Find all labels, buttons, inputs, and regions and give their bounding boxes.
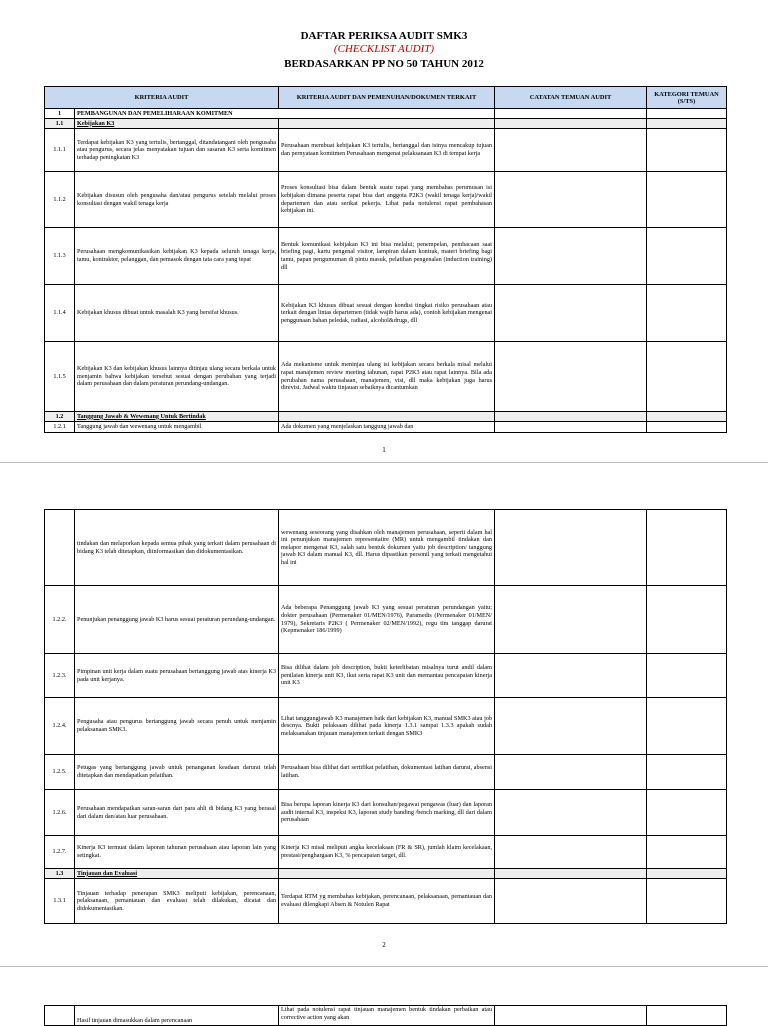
row-fulfillment: Proses konsultasi bisa dalam bentuk suatu rapat yang membahas perumusan isi kebijakan dimana peserta rapat bisa dari anggota P2K3 (wakil tenaga kerja)/wakil departemen dan atau serikat pekerja. Lihat pada notulensi rapat pembahasan kebijakan ini. — [279, 172, 495, 228]
row-fulfillment: Lihat tanggungjawab K3 manajemen baik dari kebijakan K3, manual SMK3 atau job descnya. Bukti pelaksaan dilihat pada kinerja 1.3.1 sampai 1.3.3 apakah sudah melaksanakan tinjauan manajemen terkait dengan SMK3 — [279, 698, 495, 755]
table-row — [45, 1006, 727, 1026]
row-number: 1.2.6. — [45, 790, 75, 836]
category-cell[interactable] — [647, 586, 727, 654]
table-row — [45, 790, 727, 836]
category-cell[interactable] — [647, 422, 727, 433]
subsection-number: 1.1 — [45, 119, 75, 129]
table-row — [45, 698, 727, 755]
notes-cell[interactable] — [495, 285, 647, 342]
row-number — [45, 510, 75, 586]
table-row — [45, 836, 727, 869]
category-cell[interactable] — [647, 790, 727, 836]
notes-cell[interactable] — [495, 755, 647, 790]
category-cell[interactable] — [647, 698, 727, 755]
row-number: 1.1.2 — [45, 172, 75, 228]
row-criteria: Tinjauan terhadap penerapan SMK3 meliputi kebijakan, perencanaan, pelaksanaan, pemantauan dan evaluasi telah dilakukan, dicatat dan didokumentasikan. — [75, 879, 279, 924]
category-cell[interactable] — [647, 172, 727, 228]
table-row — [45, 129, 727, 172]
table-row — [45, 422, 727, 433]
row-number: 1.1.4 — [45, 285, 75, 342]
row-fulfillment: Bentuk komunikasi kebijakan K3 ini bisa melalui; penempelan, pembacaan saat briefing pagi, kartu pengenal visitor, lampiran dalam kontrak, materi briefing bagi tamu, papan pengumuman di pintu masuk, pelatihan pengenalan (induction training) dll — [279, 228, 495, 285]
document-subtitle: (CHECKLIST AUDIT) — [333, 43, 435, 55]
row-fulfillment: Perusahaan bisa dilihat dari sertifikat pelatihan, dokumentasi latihan darurat, absensi latihan. — [279, 755, 495, 790]
row-number: 1.2.1 — [45, 422, 75, 433]
category-cell[interactable] — [647, 109, 727, 119]
audit-table-page-1 — [44, 86, 727, 433]
page-2 — [0, 462, 768, 967]
row-fulfillment: Perusahaan membuat kebijakan K3 tertulis, bertanggal dan isinya mencakup tujuan dan pernyataan komitmen Perusahaan mengenai pelaksanaan K3 di tempat kerja — [279, 129, 495, 172]
row-fulfillment: Kebijakan K3 khusus dibuat sesuai dengan kondisi tingkat risiko perusahaan atau terkait dengan lintas departemen (tidak wajib harus ada), contoh kebijakan mengenai penggunaan bahan peledak, radiasi, alcohol&drugs, dll — [279, 285, 495, 342]
notes-cell[interactable] — [495, 342, 647, 412]
notes-cell[interactable] — [495, 129, 647, 172]
table-row — [45, 654, 727, 698]
row-fulfillment: wewenang seseorang yang disahkan oleh manajemen perusahaan, seperti dalam hal ini penunjukan manajemen representatire (MR) untuk mengambil tindakan dan melapor mengenai K3, salah satu bentuk dokumen yaitu job description/ tanggung jawab K3 dalam manual K3, dll. Harus dipastikan personil yang terkait mengetahui hal ini — [279, 510, 495, 586]
row-number: 1.2.3. — [45, 654, 75, 698]
category-cell[interactable] — [647, 412, 727, 422]
notes-cell[interactable] — [495, 510, 647, 586]
notes-cell[interactable] — [495, 422, 647, 433]
notes-cell[interactable] — [495, 790, 647, 836]
row-criteria: Penunjukan penanggung jawab K3 harus sesuai peraturan perundang-undangan. — [75, 586, 279, 654]
subsection-label: Kebijakan K3 — [75, 119, 279, 129]
row-number: 1.1.5 — [45, 342, 75, 412]
header-category: KATEGORI TEMUAN (S/TS) — [647, 87, 727, 109]
subsection-label: Tinjauan dan Evaluasi — [75, 869, 279, 879]
category-cell[interactable] — [647, 879, 727, 924]
subsection-number: 1.2 — [45, 412, 75, 422]
row-criteria: Kinerja K3 termuat dalam laporan tahunan perusahaan atau laporan lain yang setingkat. — [75, 836, 279, 869]
header-fulfillment: KRITERIA AUDIT DAN PEMENUHAN/DOKUMEN TERKAIT — [279, 87, 495, 109]
row-fulfillment: Ada mekanisme untuk meninjau ulang isi kebijakan secara berkala misal melalui rapat manajemen review meeting tahunan, rapat P2K3 atau rapat lainnya. Bila ada perubahan nama perusahaan, manajemen, visi, dll maka kebijakan juga harus direvisi. Jadwal waktu tinjauan sebaiknya dicantumkan — [279, 342, 495, 412]
row-number: 1.2.5. — [45, 755, 75, 790]
category-cell[interactable] — [647, 869, 727, 879]
notes-cell[interactable] — [495, 228, 647, 285]
row-criteria: Pengusaha atau pengurus bertanggung jawab secara penuh untuk menjamin pelaksanaan SMK3. — [75, 698, 279, 755]
section-row — [45, 109, 727, 119]
notes-cell[interactable] — [495, 654, 647, 698]
table-header-row — [45, 87, 727, 109]
header-notes: CATATAN TEMUAN AUDIT — [495, 87, 647, 109]
row-fulfillment: Ada beberapa Penanggung jawab K3 yang sesuai peraturan perundangan yaitu; dokter perusahaan (Permenaker 01/MEN/1976), Paramedis (Permenaker 01/MEN/ 1979), Sekretaris P2K3 ( Permenaker 02/MEN/1992), regu tim tanggap darurat (Kepmenaker 186/1999) — [279, 586, 495, 654]
row-fulfillment: Bisa dilihat dalam job description, bukti keterlibatan misalnya turut andil dalam penilaian kinerja unit K3, ikut serta rapat K3 unit dan memantau pencapaian kinerja unit K3 — [279, 654, 495, 698]
category-cell[interactable] — [647, 228, 727, 285]
row-fulfillment: Lihat pada notulensi rapat tinjauan manajemen bentuk tindakan perbaikan atau corrective action yang akan — [279, 1006, 495, 1026]
page-3 — [0, 966, 768, 1025]
category-cell[interactable] — [647, 342, 727, 412]
subsection-row — [45, 119, 727, 129]
section-label: PEMBANGUNAN DAN PEMELIHARAAN KOMITMEN — [75, 109, 495, 119]
table-row — [45, 879, 727, 924]
subsection-label: Tanggung Jawab & Wewenang Untuk Bertindak — [75, 412, 279, 422]
table-row — [45, 586, 727, 654]
notes-cell[interactable] — [495, 836, 647, 869]
category-cell[interactable] — [647, 129, 727, 172]
row-criteria: Perusahaan mendapatkan saran-saran dari para ahli di bidang K3 yang berasal dari dalam dan/atau luar perusahaan. — [75, 790, 279, 836]
row-number: 1.1.1 — [45, 129, 75, 172]
row-criteria: Kebijakan disusun oleh pengusaha dan/atau pengurus setelah melalui proses konsultasi dengan wakil tenaga kerja — [75, 172, 279, 228]
category-cell[interactable] — [647, 510, 727, 586]
audit-table-page-2 — [44, 509, 727, 924]
page-number: 1 — [382, 446, 386, 454]
table-row — [45, 285, 727, 342]
row-criteria: Kebijakan K3 dan kebijakan khusus lainnya ditinjau ulang secara berkala untuk menjamin bahwa kebijakan tersebut sesuai dengan perubahan yang terjadi dalam perusahaan dan dalam peraturan perundang-undangan. — [75, 342, 279, 412]
category-cell[interactable] — [647, 1006, 727, 1026]
subsection-number: 1.3 — [45, 869, 75, 879]
table-row — [45, 510, 727, 586]
table-row — [45, 228, 727, 285]
notes-cell[interactable] — [495, 119, 647, 129]
row-criteria: Terdapat kebijakan K3 yang tertulis, bertanggal, ditandatangani oleh pengusaha atau pengurus, secara jelas menyatakan tujuan dan sasaran K3 serta komitmen terhadap peningkatan K3 — [75, 129, 279, 172]
document-title: DAFTAR PERIKSA AUDIT SMK3 — [300, 30, 468, 42]
section-number: 1 — [45, 109, 75, 119]
notes-cell[interactable] — [495, 172, 647, 228]
row-criteria: Hasil tinjauan dimasukkan dalam perencanaan — [75, 1006, 279, 1026]
row-number: 1.2.2. — [45, 586, 75, 654]
row-number: 1.2.4. — [45, 698, 75, 755]
notes-cell[interactable] — [495, 1006, 647, 1026]
subsection-row — [45, 412, 727, 422]
row-fulfillment: Terdapat RTM yg membahas kebijakan, perencanaan, pelaksanaan, pemantauan dan evaluasi dilengkapi Absen & Notulen Rapat — [279, 879, 495, 924]
category-cell[interactable] — [647, 836, 727, 869]
notes-cell[interactable] — [495, 412, 647, 422]
page-1 — [0, 0, 768, 462]
document-basis: BERDASARKAN PP NO 50 TAHUN 2012 — [284, 58, 484, 70]
row-fulfillment: Kinerja K3 misal meliputi angka kecelakaan (FR & SR), jumlah klaim kecelakaan, prestasi/penghargaan K3, % pencapaian target, dll. — [279, 836, 495, 869]
category-cell[interactable] — [647, 755, 727, 790]
header-criteria: KRITERIA AUDIT — [45, 87, 279, 109]
row-number: 1.1.3 — [45, 228, 75, 285]
audit-table-page-3 — [44, 1005, 727, 1026]
table-row — [45, 342, 727, 412]
notes-cell[interactable] — [495, 109, 647, 119]
notes-cell[interactable] — [495, 879, 647, 924]
category-cell[interactable] — [647, 119, 727, 129]
category-cell[interactable] — [647, 285, 727, 342]
notes-cell[interactable] — [495, 869, 647, 879]
page-number: 2 — [382, 941, 386, 949]
row-fulfillment: Ada dokumen yang menjelaskan tanggung jawab dan — [279, 422, 495, 433]
row-criteria: Kebijakan khusus dibuat untuk masalah K3 yang bersifat khusus. — [75, 285, 279, 342]
table-row — [45, 755, 727, 790]
row-criteria: Tanggung jawab dan wewenang untuk mengambil — [75, 422, 279, 433]
row-fulfillment: Bisa berupa laporan kinerja K3 dari konsultan/pegawai pengawas (luar) dan laporan audit internal K3, inspeksi K3, laporan study banding /bench marking, dll dari dalam perusahaan — [279, 790, 495, 836]
row-criteria: tindakan dan melaporkan kepada semua pihak yang terkait dalam perusahaan di bidang K3 telah ditetapkan, diinformasikan dan didokumentasikan. — [75, 510, 279, 586]
row-number: 1.2.7. — [45, 836, 75, 869]
row-criteria: Perusahaan mengkomunikasikan kebijakan K3 kepada seluruh tenaga kerja, tamu, kontraktor, pelanggan, dan pemasok dengan tata cara yang tepat — [75, 228, 279, 285]
category-cell[interactable] — [647, 654, 727, 698]
notes-cell[interactable] — [495, 698, 647, 755]
subsection-row — [45, 869, 727, 879]
notes-cell[interactable] — [495, 586, 647, 654]
row-criteria: Petugas yang bertanggung jawab untuk penanganan keadaan darurat telah ditetapkan dan mendapatkan pelatihan. — [75, 755, 279, 790]
table-row — [45, 172, 727, 228]
row-criteria: Pimpinan unit kerja dalam suatu perusahaan bertanggung jawab atas kinerja K3 pada unit kerjanya. — [75, 654, 279, 698]
row-number: 1.3.1 — [45, 879, 75, 924]
